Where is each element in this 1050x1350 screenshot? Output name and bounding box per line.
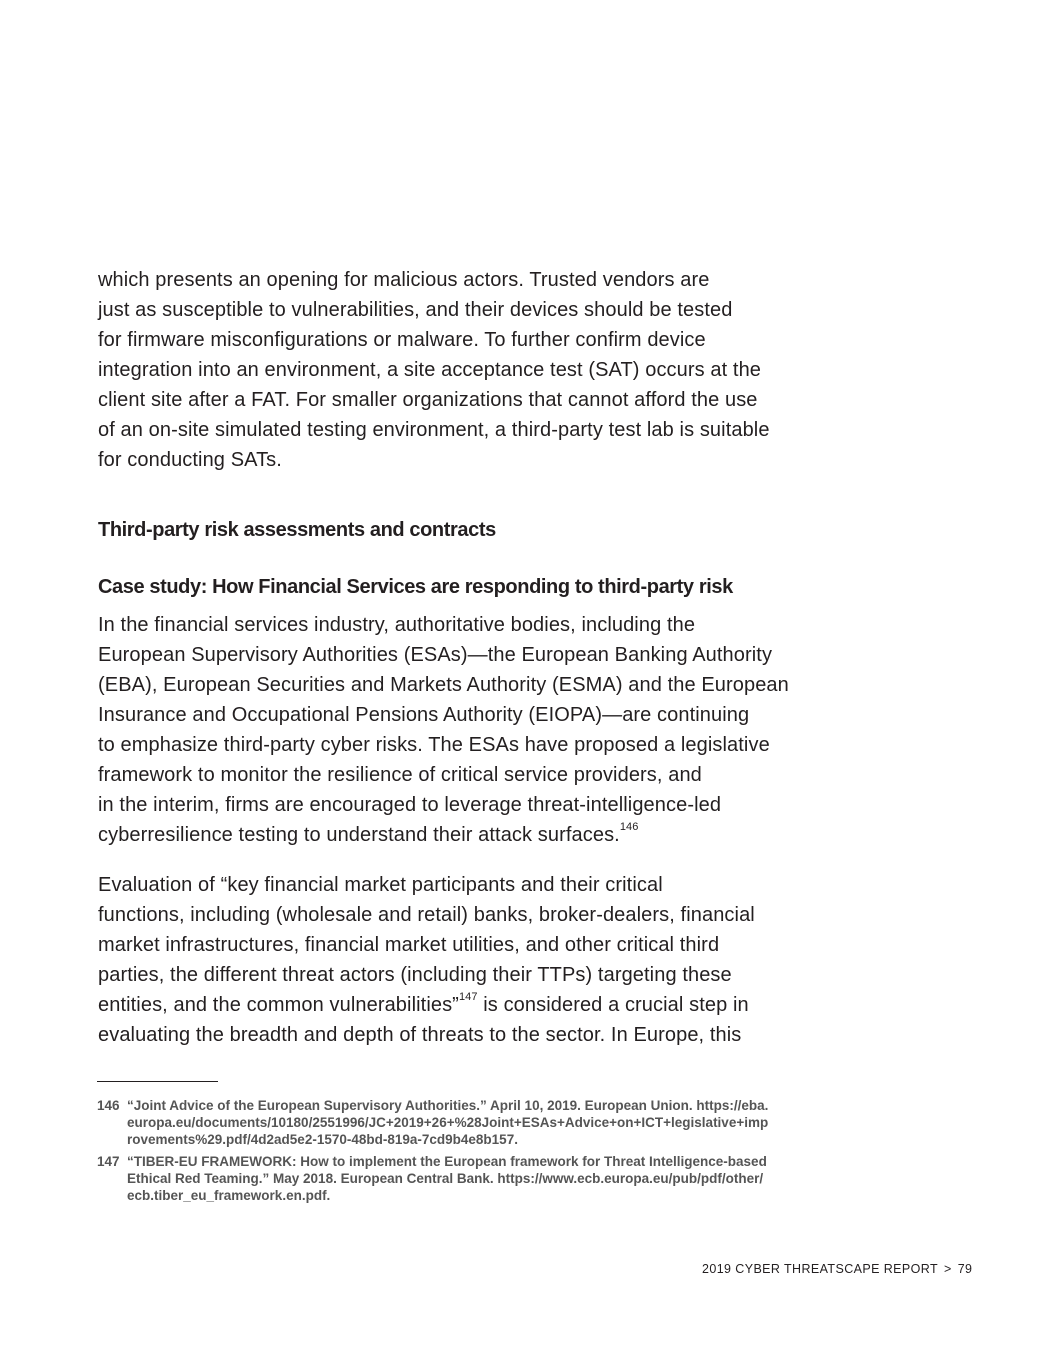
footnote-line[interactable]: rovements%29.pdf/4d2ad5e2-1570-48bd-819a-7cd9b4e8b157. (127, 1132, 518, 1147)
footnote-line[interactable]: europa.eu/documents/10180/2551996/JC+2019+26+%28Joint+ESAs+Advice+on+ICT+legislative+imp (127, 1115, 769, 1130)
section-heading: Third-party risk assessments and contracts (98, 519, 496, 541)
page-number: 79 (957, 1262, 973, 1276)
report-title: 2019 CYBER THREATSCAPE REPORT (702, 1262, 938, 1276)
paragraph-line: (EBA), European Securities and Markets Authority (ESMA) and the European (98, 674, 789, 696)
paragraph-line: in the interim, firms are encouraged to leverage threat-intelligence-led (98, 794, 722, 816)
paragraph-line: parties, the different threat actors (including their TTPs) targeting these (98, 964, 732, 986)
paragraph-line: for conducting SATs. (98, 449, 282, 471)
paragraph-line: European Supervisory Authorities (ESAs)—the European Banking Authority (98, 644, 773, 666)
footnote-line[interactable]: ecb.tiber_eu_framework.en.pdf. (127, 1188, 331, 1203)
paragraph-line: Evaluation of “key financial market participants and their critical (98, 874, 663, 896)
paragraph-line-text: is considered a crucial step in (477, 994, 749, 1016)
footnote-reference[interactable]: 147 (458, 991, 478, 1004)
footnote-line[interactable]: “TIBER-EU FRAMEWORK: How to implement the European framework for Threat Intelligence-based (127, 1154, 767, 1169)
footnote-number: 147 (97, 1154, 120, 1169)
footnote-text (127, 1153, 857, 1204)
paragraph-line-text: entities, and the common vulnerabilities” (98, 994, 459, 1016)
paragraph-line: client site after a FAT. For smaller organizations that cannot afford the use (98, 389, 758, 411)
paragraph-line: of an on-site simulated testing environment, a third-party test lab is suitable (98, 419, 770, 441)
footnote-line[interactable]: Ethical Red Teaming.” May 2018. European Central Bank. https://www.ecb.europa.eu/pub/pdf/other/ (127, 1171, 764, 1186)
paragraph-line: integration into an environment, a site acceptance test (SAT) occurs at the (98, 359, 762, 381)
paragraph-line: evaluating the breadth and depth of threats to the sector. In Europe, this (98, 1024, 742, 1046)
paragraph-line: functions, including (wholesale and retail) banks, broker-dealers, financial (98, 904, 755, 926)
paragraph-line: just as susceptible to vulnerabilities, and their devices should be tested (98, 299, 733, 321)
footnote-number: 146 (97, 1098, 120, 1113)
paragraph-2 (98, 610, 858, 850)
paragraph-1 (98, 265, 858, 475)
paragraph-line (98, 990, 858, 1020)
footer-separator: > (943, 1262, 952, 1276)
paragraph-line: In the financial services industry, authoritative bodies, including the (98, 614, 696, 636)
page-footer (702, 1262, 972, 1276)
paragraph-line: which presents an opening for malicious actors. Trusted vendors are (98, 269, 710, 291)
paragraph-line (98, 820, 858, 850)
footnote-line[interactable]: “Joint Advice of the European Supervisory Authorities.” April 10, 2019. European Union. https://eba. (127, 1098, 769, 1113)
paragraph-line: to emphasize third-party cyber risks. The ESAs have proposed a legislative (98, 734, 770, 756)
case-study-heading: Case study: How Financial Services are responding to third-party risk (98, 576, 733, 598)
paragraph-line: for firmware misconfigurations or malware. To further confirm device (98, 329, 706, 351)
paragraph-3 (98, 870, 858, 1050)
footnote-divider (97, 1081, 218, 1082)
paragraph-line-text: cyberresilience testing to understand their attack surfaces. (98, 824, 620, 846)
paragraph-line: market infrastructures, financial market utilities, and other critical third (98, 934, 720, 956)
paragraph-line: Insurance and Occupational Pensions Authority (EIOPA)—are continuing (98, 704, 750, 726)
footnote-reference[interactable]: 146 (619, 821, 639, 834)
paragraph-line: framework to monitor the resilience of critical service providers, and (98, 764, 702, 786)
footnote-text (127, 1097, 857, 1148)
